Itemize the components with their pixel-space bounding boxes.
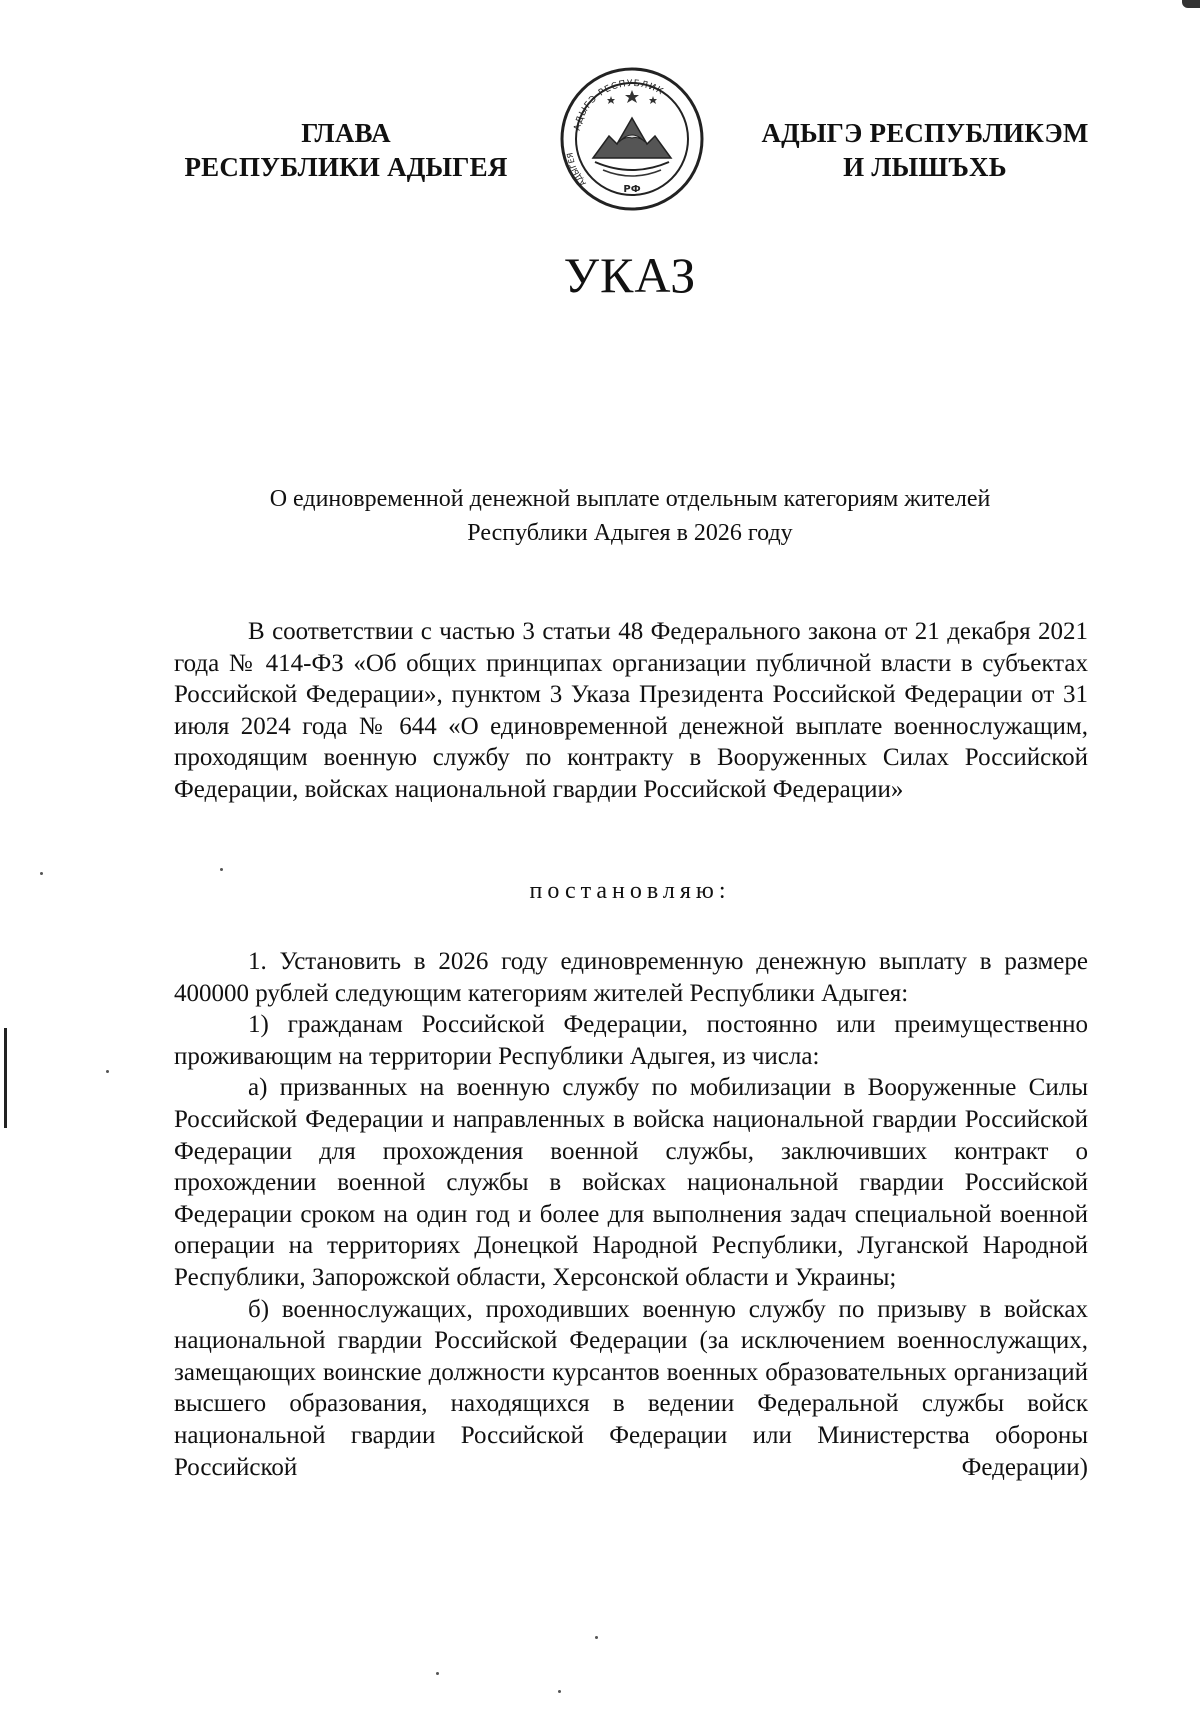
document-title: УКАЗ (563, 247, 697, 303)
item-1-1-paragraph: 1) гражданам Российской Федерации, постоянно или преимущественно проживающим на территории Республики Адыгея, из числа: (174, 1011, 1088, 1070)
scan-speck (558, 1690, 561, 1693)
scan-speck (106, 1070, 109, 1073)
decree-items (174, 946, 1088, 1483)
issuer-line-1: АДЫГЭ РЕСПУБЛИКЭМ (761, 118, 1089, 148)
item-1-1-a-paragraph: а) призванных на военную службу по мобилизации в Вооруженные Силы Российской Федерации и направленных в войска национальной гвардии Российской Федерации для прохождения военной службы, заключивших контракт о прохождении военной службы в войсках национальной гвардии Российской Федерации сроком на один год и более для выполнения задач специальной военной операции на территориях Донецкой Народной Республики, Луганской Народной Республики, Запорожской области, Херсонской области и Украины; (174, 1074, 1088, 1291)
republic-of-adygea-coat-of-arms-icon (559, 66, 705, 212)
issuer-line-1: ГЛАВА (301, 118, 391, 148)
resolve-word: постановляю: (529, 878, 731, 904)
preamble-paragraph: В соответствии с частью 3 статьи 48 Федерального закона от 21 декабря 2021 года № 414-ФЗ «Об общих принципах организации публичной власти в субъектах Российской Федерации», пунктом 3 Указа Президента Российской Федерации от 31 июля 2024 года № 644 «О единовременной денежной выплате военнослужащим, проходящим военную службу по контракту в Вооруженных Силах Российской Федерации, войсках национальной гвардии Российской Федерации» (174, 618, 1088, 803)
scan-margin-mark (4, 1028, 7, 1128)
item-1-1-b-paragraph: б) военнослужащих, проходивших военную службу по призыву в войсках национальной гвардии Российской Федерации (за исключением военнослужащих, замещающих воинские должности курсантов военных образовательных организаций высшего образования, находящихся в ведении Федеральной службы войск национальной гвардии Российской Федерации или Министерства обороны Российской Федерации) (174, 1295, 1088, 1481)
emblem-ring-text-bottom: РФ (623, 184, 641, 195)
scan-speck (595, 1636, 598, 1639)
item-1-paragraph: 1. Установить в 2026 году единовременную денежную выплату в размере 400000 рублей следующим категориям жителей Республики Адыгея: (174, 948, 1088, 1007)
emblem-ring-text-left: АДЫГЕЯ (565, 151, 588, 188)
scan-speck (220, 868, 223, 871)
issuer-line-2: РЕСПУБЛИКИ АДЫГЕЯ (184, 152, 508, 182)
issuer-header-adyghe (740, 116, 1110, 184)
issuer-line-2: И ЛЫШЪХЬ (843, 152, 1007, 182)
scan-speck (40, 872, 43, 875)
scan-artifact (1182, 0, 1200, 8)
issuer-header-russian (176, 116, 516, 184)
scan-speck (436, 1672, 439, 1675)
subject-line-2: Республики Адыгея в 2026 году (467, 520, 793, 546)
subject-line-1: О единовременной денежной выплате отдельным категориям жителей (269, 486, 991, 512)
emblem-ring-text-top: АДЫГЭ РЕСПУБЛИК (572, 78, 666, 132)
document-subject (180, 482, 1080, 550)
